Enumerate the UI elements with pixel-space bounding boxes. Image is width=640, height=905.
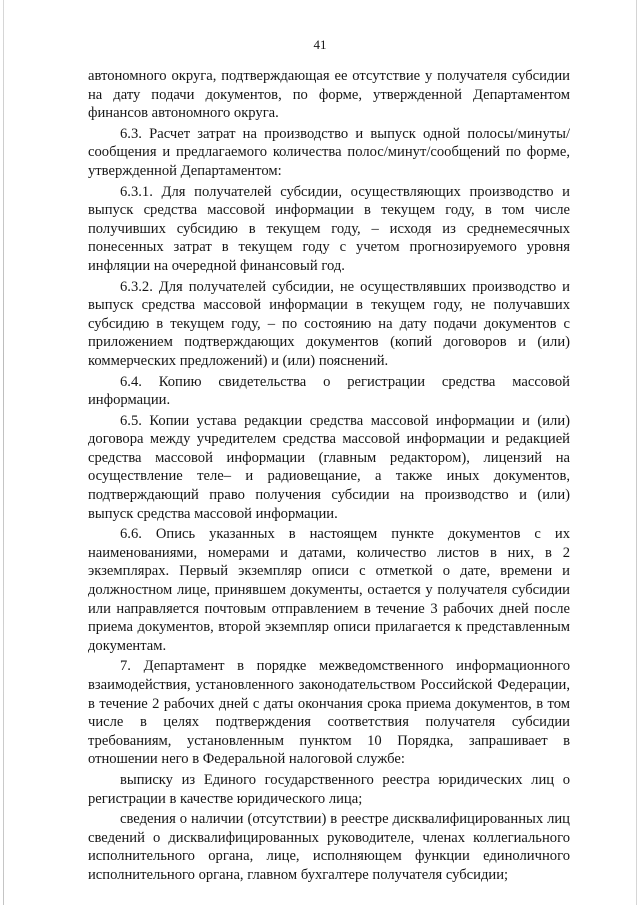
paragraph-6-3-1: 6.3.1. Для получателей субсидии, осуществляющих производство и выпуск средства массовой информации в текущем году, в том числе получивших субсидию в текущем году, – исходя из среднемесячных понесенных затрат в текущем году с учетом прогнозируемого уровня инфляции на очередной финансовый год. — [88, 183, 570, 274]
scan-edge-right — [636, 0, 637, 905]
paragraph-6-4: 6.4. Копию свидетельства о регистрации средства массовой информации. — [88, 373, 570, 409]
paragraph-6-3-2: 6.3.2. Для получателей субсидии, не осуществлявших производство и выпуск средства массовой информации в текущем году, не получавших субсидию в текущем году, – по состоянию на дату подачи документов с приложением подтверждающих документов (копий договоров и (или) коммерческих предложений) и (или) пояснений. — [88, 278, 570, 369]
page-number: 41 — [313, 37, 327, 52]
list-item-disqualified-registry: сведения о наличии (отсутствии) в реестре дисквалифицированных лиц сведений о дисквалифицированных руководителе, членах коллегиального исполнительного органа, лице, исполняющем функции единоличного исполнительного органа, главном бухгалтере получателя субсидии; — [88, 811, 570, 883]
scan-edge-left — [3, 0, 4, 905]
paragraph-7: 7. Департамент в порядке межведомственного информационного взаимодействия, установленного законодательством Российской Федерации, в течение 2 рабочих дней с даты окончания срока приема документов, в том числе в целях подтверждения соответствия получателя субсидии требованиям, установленным пунктом 10 Порядка, запрашивает в отношении него в Федеральной налоговой службе: — [88, 658, 570, 768]
list-item-egrul-extract: выписку из Единого государственного реестра юридических лиц о регистрации в качестве юридического лица; — [88, 771, 570, 807]
paragraph-6-5: 6.5. Копии устава редакции средства массовой информации и (или) договора между учредителем средства массовой информации и редакцией средства массовой информации (главным редактором), лицензий на осуществление теле– и радиовещание, а также иных документов, подтверждающий право получения субсидии на производство и (или) выпуск средства массовой информации. — [88, 412, 570, 522]
paragraph-continuation: автономного округа, подтверждающая ее отсутствие у получателя субсидии на дату подачи документов, по форме, утвержденной Департаментом финансов автономного округа. — [88, 68, 570, 122]
document-body — [88, 67, 570, 885]
paragraph-6-6: 6.6. Опись указанных в настоящем пункте документов с их наименованиями, номерами и датами, количество листов в них, в 2 экземплярах. Первый экземпляр описи с отметкой о дате, времени и должностном лице, принявшем документы, остается у получателя субсидии или направляется почтовым отправлением в течение 3 рабочих дней после приема документов, второй экземпляр описи прилагается к представленным документам. — [88, 526, 570, 654]
paragraph-6-3: 6.3. Расчет затрат на производство и выпуск одной полосы/минуты/сообщения и предлагаемого количества полос/минут/сообщений по форме, утвержденной Департаментом: — [88, 125, 570, 179]
